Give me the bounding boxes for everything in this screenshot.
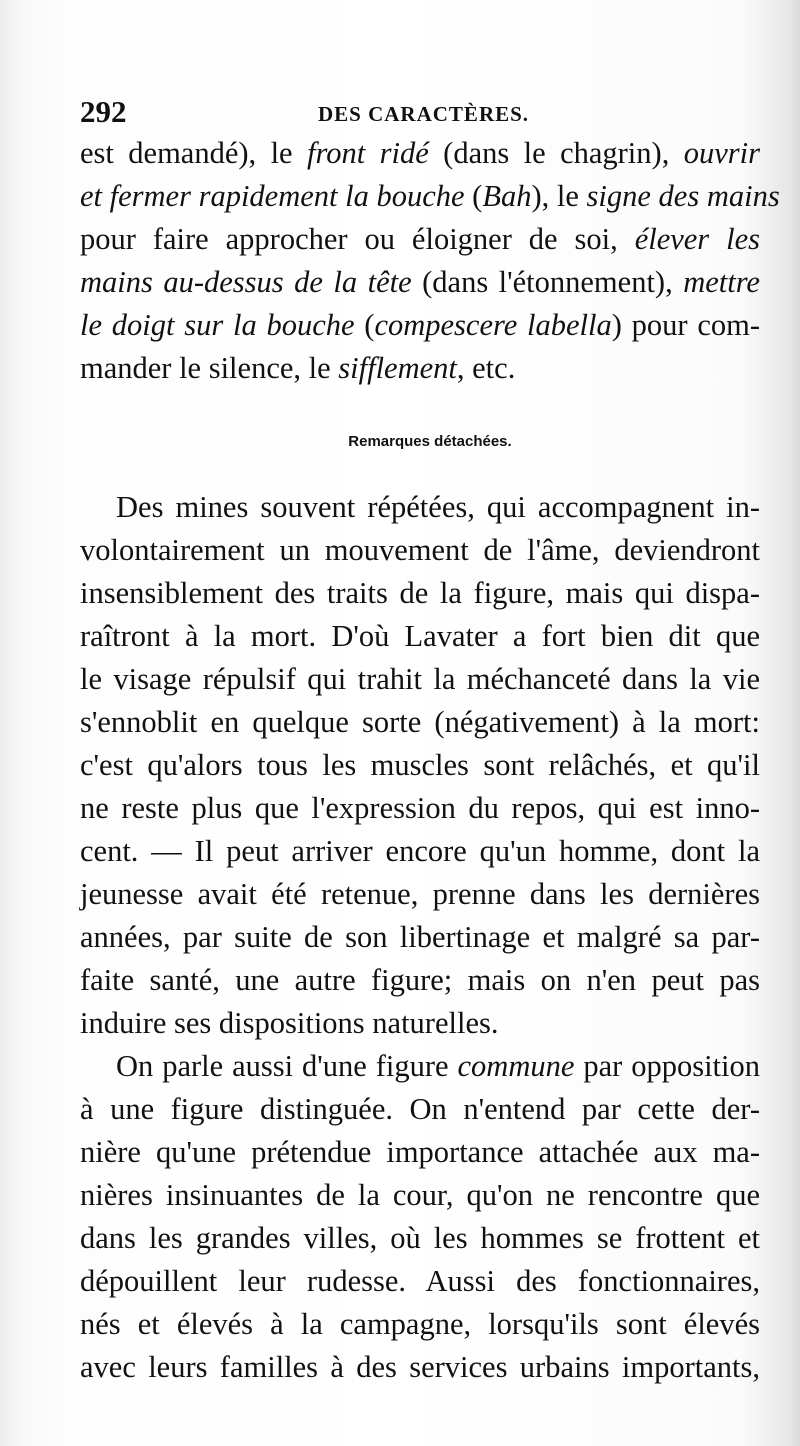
paragraph-remarks	[80, 486, 760, 1045]
running-title: DES CARACTÈRES.	[318, 102, 530, 126]
running-head	[80, 92, 760, 132]
page-content	[80, 92, 780, 1389]
text-line: le doigt sur la bouche (compescere labella) pour com-	[80, 308, 760, 342]
section-heading: Remarques détachées.	[348, 433, 512, 450]
text-line: On parle aussi d'une figure commune par opposition	[116, 1049, 760, 1083]
text-line: est demandé), le front ridé (dans le chagrin), ouvrir	[80, 136, 760, 170]
text-line: années, par suite de son libertinage et malgré sa par-	[80, 920, 760, 954]
text-line: jeunesse avait été retenue, prenne dans les dernières	[80, 877, 760, 911]
text-line: raîtront à la mort. D'où Lavater a fort bien dit que	[80, 619, 760, 653]
paragraph-figure-commune	[80, 1045, 760, 1389]
text-line: mander le silence, le sifflement, etc.	[80, 351, 516, 385]
text-line: ne reste plus que l'expression du repos, qui est inno-	[80, 791, 760, 825]
text-line: et fermer rapidement la bouche (Bah), le signe des mains	[80, 179, 780, 213]
text-line: nières insinuantes de la cour, qu'on ne rencontre que	[80, 1178, 760, 1212]
text-line: volontairement un mouvement de l'âme, deviendront	[80, 533, 760, 567]
text-line: dépouillent leur rudesse. Aussi des fonctionnaires,	[80, 1264, 760, 1298]
paragraph-continued	[80, 132, 780, 390]
text-line: insensiblement des traits de la figure, mais qui dispa-	[80, 576, 760, 610]
text-line: pour faire approcher ou éloigner de soi, élever les	[80, 222, 760, 256]
text-line: s'ennoblit en quelque sorte (négativement) à la mort:	[80, 705, 760, 739]
text-line: Des mines souvent répétées, qui accompagnent in-	[116, 490, 760, 524]
text-line: mains au-dessus de la tête (dans l'étonnement), mettre	[80, 265, 760, 299]
text-line: cent. — Il peut arriver encore qu'un homme, dont la	[80, 834, 760, 868]
text-line: faite santé, une autre figure; mais on n'en peut pas	[80, 963, 760, 997]
text-line: nés et élevés à la campagne, lorsqu'ils sont élevés	[80, 1307, 760, 1341]
text-line: à une figure distinguée. On n'entend par cette der-	[80, 1092, 760, 1126]
page-number: 292	[80, 94, 127, 129]
text-line: le visage répulsif qui trahit la méchanceté dans la vie	[80, 662, 760, 696]
text-line: nière qu'une prétendue importance attachée aux ma-	[80, 1135, 760, 1169]
text-line: avec leurs familles à des services urbains importants,	[80, 1350, 760, 1384]
text-line: c'est qu'alors tous les muscles sont relâchés, et qu'il	[80, 748, 760, 782]
text-line: dans les grandes villes, où les hommes se frottent et	[80, 1221, 760, 1255]
text-line: induire ses dispositions naturelles.	[80, 1006, 499, 1040]
